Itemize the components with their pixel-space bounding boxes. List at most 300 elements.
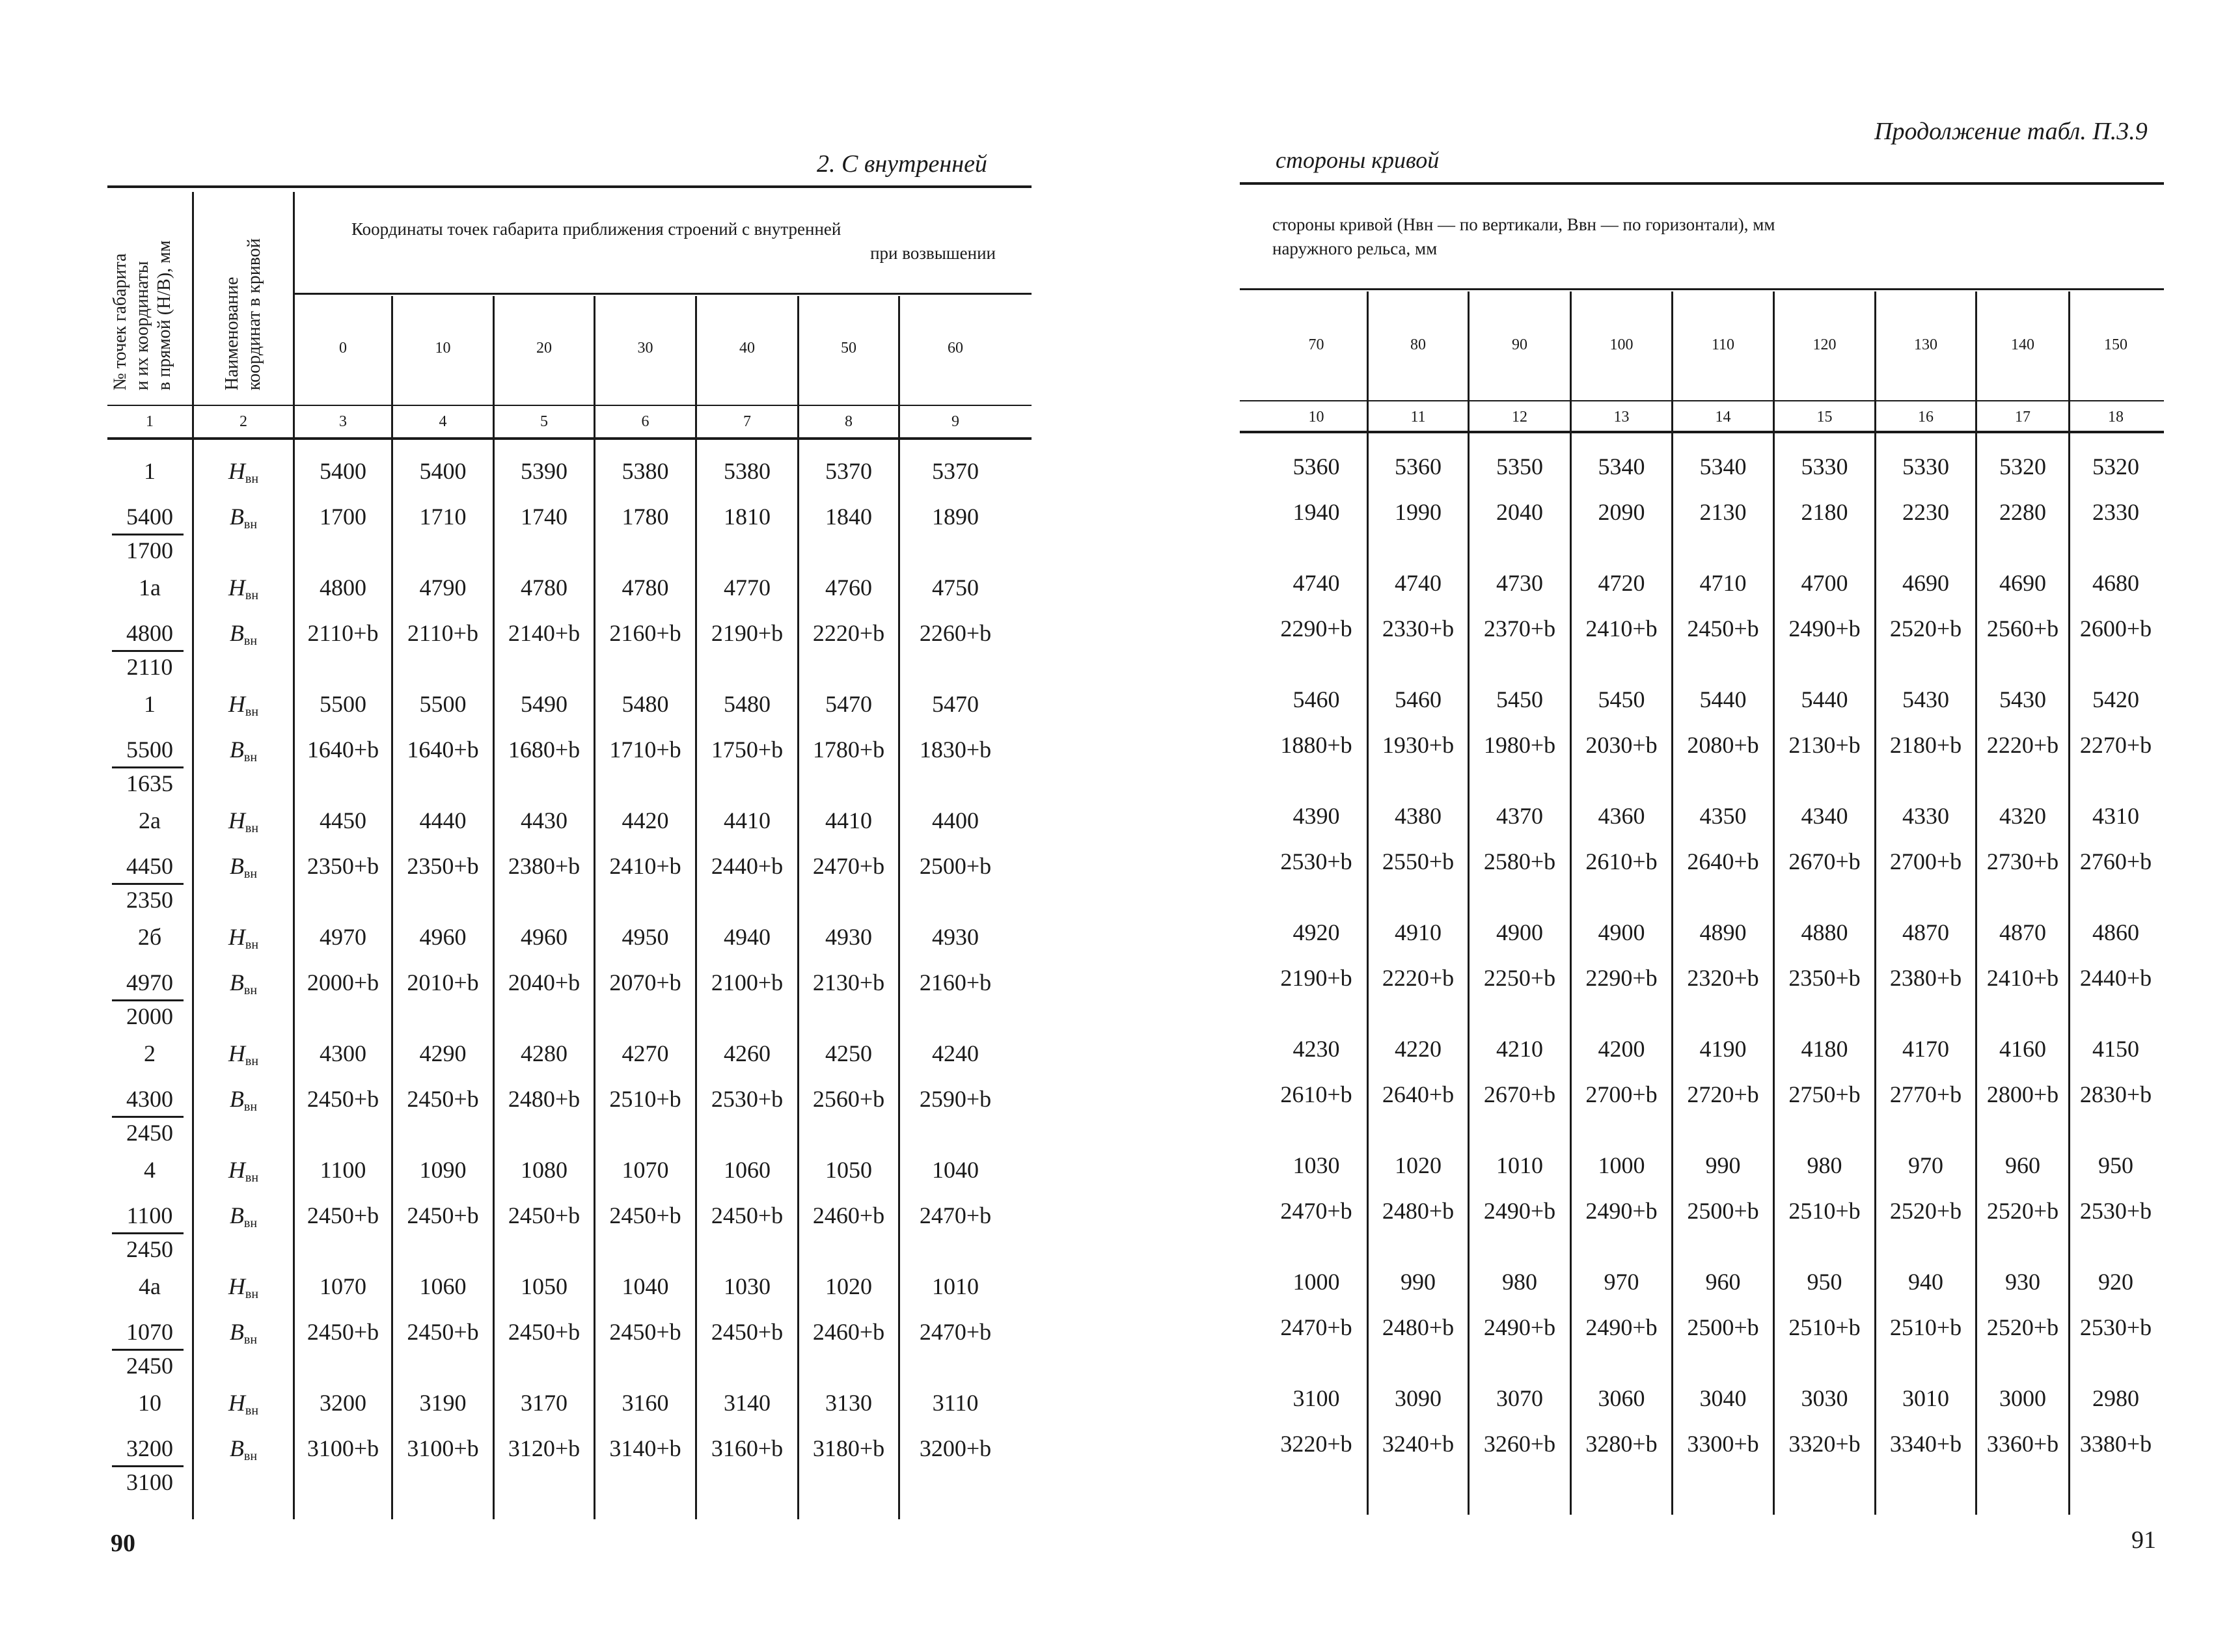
point-fraction-denominator: 2350: [126, 887, 173, 913]
left-elevation: 40: [739, 340, 755, 357]
coord-subscript: вн: [245, 938, 259, 952]
value-cell-h: 1060: [419, 1273, 467, 1299]
coord-letter: H: [228, 1273, 245, 1299]
point-fraction-denominator: 1700: [126, 537, 173, 563]
value-cell-b: 2320+b: [1687, 965, 1759, 991]
value-cell-h: 4760: [825, 575, 872, 601]
coord-subscript: вн: [245, 1403, 259, 1418]
value-cell-h: 4390: [1292, 803, 1340, 829]
value-cell-b: 2490+b: [1585, 1198, 1658, 1224]
left-head-bottom-rule: [107, 437, 1032, 440]
coord-subscript: вн: [243, 1333, 258, 1347]
value-cell-b: 2770+b: [1889, 1081, 1962, 1107]
coord-name-label: [194, 457, 293, 493]
value-cell-b: 2560+b: [812, 1086, 885, 1112]
value-cell-b: 2350+b: [1788, 965, 1861, 991]
right-head-line1: стороны кривой (Hвн — по вертикали, Bвн — по горизонтали), мм: [1272, 215, 1775, 234]
value-cell-b: 2180+b: [1889, 732, 1962, 758]
value-cell-b: 3240+b: [1382, 1431, 1455, 1457]
value-cell-b: 2450+b: [508, 1202, 581, 1228]
value-cell-h: 2980: [2092, 1385, 2139, 1411]
value-cell-b: 2250+b: [1483, 965, 1556, 991]
value-cell-h: 4780: [622, 575, 669, 601]
value-cell-h: 5500: [320, 691, 366, 717]
value-cell-h: 4410: [825, 807, 872, 833]
value-cell-b: 2450+b: [1687, 616, 1759, 642]
value-cell-b: 2450+b: [609, 1202, 681, 1228]
value-cell-h: 4680: [2092, 570, 2139, 596]
value-cell-h: 4300: [320, 1040, 366, 1066]
value-cell-b: 2030+b: [1585, 732, 1658, 758]
coord-subscript: вн: [243, 983, 258, 997]
value-cell-b: 2110+b: [407, 620, 478, 646]
right-colnum: 10: [1308, 409, 1324, 426]
fraction-bar: [112, 999, 184, 1001]
value-cell-b: 2530+b: [2079, 1198, 2152, 1224]
value-cell-b: 2220+b: [1382, 965, 1455, 991]
value-cell-h: 5370: [932, 458, 979, 484]
left-colnum: 6: [641, 413, 650, 430]
head-col2-line: координат в кривой: [244, 238, 264, 390]
value-cell-h: 3190: [419, 1390, 467, 1416]
value-cell-b: 1830+b: [919, 737, 992, 763]
coord-subscript: вн: [245, 1171, 259, 1185]
value-cell-h: 5480: [724, 691, 771, 717]
value-cell-b: 2350+b: [307, 853, 379, 879]
value-cell-h: 950: [1807, 1269, 1842, 1295]
value-cell-b: 2230: [1902, 499, 1949, 525]
value-cell-b: 2610+b: [1585, 848, 1658, 874]
coord-subscript: вн: [245, 472, 259, 486]
value-cell-h: 980: [1502, 1269, 1537, 1295]
fraction-bar: [112, 1116, 184, 1118]
left-colnum: 9: [951, 413, 959, 430]
point-fraction-numerator: 4450: [126, 853, 173, 879]
value-cell-h: 3000: [1999, 1385, 2046, 1411]
value-cell-h: 5330: [1801, 454, 1848, 480]
value-cell-b: 2280: [1999, 499, 2046, 525]
value-cell-h: 4940: [724, 924, 771, 950]
value-cell-b: 3380+b: [2079, 1431, 2152, 1457]
value-cell-h: 4370: [1496, 803, 1543, 829]
point-label: 1: [144, 691, 156, 717]
left-colnum: 4: [439, 413, 447, 430]
coord-letter: H: [228, 458, 245, 484]
value-cell-h: 4150: [2092, 1036, 2139, 1062]
coord-name-label: [194, 1039, 293, 1076]
right-colnum: 15: [1816, 409, 1833, 426]
value-cell-h: 3160: [622, 1390, 669, 1416]
coord-name-label: [194, 1272, 293, 1308]
value-cell-b: 2330: [2092, 499, 2139, 525]
value-cell-b: 2480+b: [508, 1086, 581, 1112]
left-elevation: 30: [637, 340, 653, 357]
value-cell-h: 4420: [622, 807, 669, 833]
value-cell-h: 1050: [825, 1157, 872, 1183]
value-cell-h: 5380: [724, 458, 771, 484]
point-fraction-denominator: 1635: [126, 770, 173, 796]
value-cell-h: 3140: [724, 1390, 771, 1416]
value-cell-h: 4190: [1699, 1036, 1747, 1062]
value-cell-b: 2180: [1801, 499, 1848, 525]
right-elevation: 70: [1308, 336, 1324, 353]
point-fraction-denominator: 2450: [126, 1120, 173, 1146]
value-cell-h: 5460: [1395, 686, 1442, 712]
coord-letter: H: [228, 1040, 245, 1066]
value-cell-b: 3100+b: [407, 1435, 479, 1461]
value-cell-h: 4410: [724, 807, 771, 833]
value-cell-b: 2510+b: [1788, 1314, 1861, 1340]
value-cell-h: 960: [1705, 1269, 1741, 1295]
value-cell-b: 1700: [320, 504, 366, 530]
value-cell-b: 2450+b: [508, 1319, 581, 1345]
right-page-number: 91: [2131, 1526, 2156, 1554]
head-col2-line: Наименование: [222, 277, 242, 390]
left-span-rule: [293, 293, 1032, 295]
value-cell-b: 2490+b: [1585, 1314, 1658, 1340]
value-cell-b: 2220+b: [1986, 732, 2059, 758]
value-cell-b: 3360+b: [1986, 1431, 2059, 1457]
value-cell-h: 4930: [932, 924, 979, 950]
value-cell-h: 5360: [1395, 454, 1442, 480]
value-cell-h: 4750: [932, 575, 979, 601]
value-cell-b: 2070+b: [609, 969, 681, 995]
value-cell-b: 2370+b: [1483, 616, 1556, 642]
left-elevation: 20: [536, 340, 552, 357]
right-colnum: 18: [2108, 409, 2124, 426]
coord-subscript: вн: [243, 517, 258, 532]
value-cell-h: 5450: [1496, 686, 1543, 712]
value-cell-b: 2490+b: [1483, 1314, 1556, 1340]
right-elevation: 120: [1812, 336, 1837, 353]
value-cell-h: 5350: [1496, 454, 1543, 480]
coord-letter: B: [229, 1435, 244, 1461]
value-cell-b: 2450+b: [609, 1319, 681, 1345]
value-cell-h: 5460: [1292, 686, 1340, 712]
value-cell-h: 920: [2098, 1269, 2133, 1295]
value-cell-h: 3010: [1902, 1385, 1949, 1411]
value-cell-h: 3040: [1699, 1385, 1747, 1411]
value-cell-b: 1930+b: [1382, 732, 1455, 758]
value-cell-b: 1810: [724, 504, 771, 530]
value-cell-b: 2500+b: [1687, 1314, 1759, 1340]
fraction-bar: [112, 1465, 184, 1467]
right-colnum: 11: [1410, 409, 1426, 426]
value-cell-h: 4900: [1496, 919, 1543, 945]
fraction-bar: [112, 1349, 184, 1351]
value-cell-b: 1680+b: [508, 737, 581, 763]
value-cell-b: 1890: [932, 504, 979, 530]
coord-letter: B: [229, 504, 244, 530]
value-cell-b: 2160+b: [609, 620, 681, 646]
value-cell-h: 4950: [622, 924, 669, 950]
point-fraction-numerator: 5500: [126, 737, 173, 763]
value-cell-b: 2110+b: [307, 620, 379, 646]
left-head-span-line1: Координаты точек габарита приближения строений с внутренней: [351, 219, 841, 239]
point-label: 1: [144, 458, 156, 484]
value-cell-h: 5480: [622, 691, 669, 717]
value-cell-b: 2220+b: [812, 620, 885, 646]
value-cell-b: 2720+b: [1687, 1081, 1759, 1107]
value-cell-h: 5360: [1292, 454, 1340, 480]
value-cell-h: 3110: [932, 1390, 979, 1416]
value-cell-h: 1040: [932, 1157, 979, 1183]
value-cell-b: 2590+b: [919, 1086, 992, 1112]
value-cell-h: 5500: [419, 691, 467, 717]
value-cell-h: 4800: [320, 575, 366, 601]
value-cell-b: 3180+b: [812, 1435, 885, 1461]
value-cell-b: 2350+b: [407, 853, 479, 879]
value-cell-b: 2480+b: [1382, 1314, 1455, 1340]
coord-subscript: вн: [245, 588, 259, 603]
value-cell-b: 1780+b: [812, 737, 885, 763]
value-cell-h: 3060: [1598, 1385, 1645, 1411]
coord-name-label: [194, 502, 293, 539]
right-span-rule: [1240, 288, 2164, 290]
value-cell-b: 2470+b: [919, 1319, 992, 1345]
coord-name-label: [194, 1388, 293, 1425]
right-head-bottom-rule: [1240, 431, 2164, 433]
point-fraction-denominator: 2000: [126, 1003, 173, 1029]
point-label: 1а: [139, 575, 161, 601]
value-cell-b: 2290+b: [1585, 965, 1658, 991]
fraction-bar: [112, 1232, 184, 1234]
value-cell-h: 5400: [419, 458, 467, 484]
value-cell-h: 5320: [1999, 454, 2046, 480]
value-cell-h: 4310: [2092, 803, 2139, 829]
value-cell-h: 4160: [1999, 1036, 2046, 1062]
value-cell-h: 1070: [622, 1157, 669, 1183]
value-cell-h: 4290: [419, 1040, 467, 1066]
right-elevation: 90: [1512, 336, 1527, 353]
value-cell-b: 1880+b: [1280, 732, 1352, 758]
value-cell-h: 4270: [622, 1040, 669, 1066]
value-cell-b: 2470+b: [812, 853, 885, 879]
value-cell-h: 4880: [1801, 919, 1848, 945]
value-cell-b: 3340+b: [1889, 1431, 1962, 1457]
value-cell-h: 3170: [521, 1390, 568, 1416]
left-head-col2: [221, 189, 266, 390]
value-cell-h: 3100: [1292, 1385, 1340, 1411]
coord-name-label: [194, 923, 293, 959]
value-cell-b: 1940: [1292, 499, 1340, 525]
value-cell-h: 4430: [521, 807, 568, 833]
point-fraction-numerator: 4300: [126, 1086, 173, 1112]
value-cell-h: 4890: [1699, 919, 1747, 945]
right-caption: стороны кривой: [1276, 147, 1440, 173]
left-page-number: 90: [111, 1530, 135, 1557]
value-cell-h: 4200: [1598, 1036, 1645, 1062]
value-cell-h: 5430: [1902, 686, 1949, 712]
value-cell-b: 2730+b: [1986, 848, 2059, 874]
coord-name-label: [194, 735, 293, 772]
value-cell-b: 2450+b: [407, 1319, 479, 1345]
value-cell-b: 3160+b: [711, 1435, 784, 1461]
value-cell-b: 2450+b: [307, 1319, 379, 1345]
value-cell-h: 5340: [1598, 454, 1645, 480]
value-cell-h: 1000: [1598, 1152, 1645, 1178]
coord-letter: B: [229, 1319, 244, 1345]
value-cell-h: 5380: [622, 458, 669, 484]
value-cell-h: 1020: [1395, 1152, 1442, 1178]
value-cell-h: 5420: [2092, 686, 2139, 712]
value-cell-h: 4960: [521, 924, 568, 950]
value-cell-b: 2490+b: [1788, 616, 1861, 642]
fraction-bar: [112, 883, 184, 885]
value-cell-h: 4440: [419, 807, 467, 833]
coord-letter: H: [228, 691, 245, 717]
left-head-col1: [109, 189, 176, 390]
value-cell-b: 2700+b: [1585, 1081, 1658, 1107]
value-cell-b: 2610+b: [1280, 1081, 1352, 1107]
value-cell-b: 2380+b: [1889, 965, 1962, 991]
value-cell-b: 2490+b: [1483, 1198, 1556, 1224]
coord-letter: H: [228, 924, 245, 950]
point-fraction-numerator: 5400: [126, 504, 173, 530]
value-cell-b: 1750+b: [711, 737, 784, 763]
right-colnum: 14: [1715, 409, 1731, 426]
value-cell-b: 2450+b: [307, 1202, 379, 1228]
value-cell-b: 2040+b: [508, 969, 581, 995]
right-colnum: 13: [1613, 409, 1630, 426]
coord-name-label: [194, 1318, 293, 1354]
coord-name-label: [194, 690, 293, 726]
value-cell-h: 1030: [724, 1273, 771, 1299]
value-cell-h: 4730: [1496, 570, 1543, 596]
point-label: 4а: [139, 1273, 161, 1299]
value-cell-b: 2130+b: [1788, 732, 1861, 758]
value-cell-b: 2600+b: [2079, 616, 2152, 642]
value-cell-b: 3100+b: [307, 1435, 379, 1461]
value-cell-b: 2260+b: [919, 620, 992, 646]
value-cell-h: 4690: [1999, 570, 2046, 596]
value-cell-b: 1710: [419, 504, 467, 530]
left-colnum: 1: [146, 413, 154, 430]
coord-name-label: [194, 573, 293, 610]
coord-letter: B: [229, 1202, 244, 1228]
value-cell-b: 2130: [1699, 499, 1747, 525]
value-cell-b: 2510+b: [609, 1086, 681, 1112]
value-cell-b: 1840: [825, 504, 872, 530]
right-colnum: 17: [2015, 409, 2031, 426]
left-colnum: 5: [540, 413, 548, 430]
right-colnum-top-rule: [1240, 400, 2164, 401]
value-cell-b: 2090: [1598, 499, 1645, 525]
head-col1-line: и их координаты: [132, 261, 152, 390]
fraction-bar: [112, 766, 184, 768]
value-cell-b: 2440+b: [711, 853, 784, 879]
right-elevation: 130: [1914, 336, 1937, 353]
point-fraction-numerator: 1070: [126, 1319, 173, 1345]
value-cell-b: 2450+b: [711, 1202, 784, 1228]
value-cell-h: 5450: [1598, 686, 1645, 712]
value-cell-h: 1080: [521, 1157, 568, 1183]
value-cell-b: 2410+b: [1585, 616, 1658, 642]
value-cell-h: 4910: [1395, 919, 1442, 945]
value-cell-h: 3090: [1395, 1385, 1442, 1411]
value-cell-h: 4400: [932, 807, 979, 833]
value-cell-h: 980: [1807, 1152, 1842, 1178]
left-colnum: 2: [239, 413, 247, 430]
value-cell-h: 4250: [825, 1040, 872, 1066]
value-cell-b: 2450+b: [407, 1086, 479, 1112]
value-cell-b: 3300+b: [1687, 1431, 1759, 1457]
value-cell-h: 4710: [1699, 570, 1747, 596]
value-cell-h: 1060: [724, 1157, 771, 1183]
value-cell-h: 4320: [1999, 803, 2046, 829]
value-cell-h: 4170: [1902, 1036, 1949, 1062]
value-cell-b: 2670+b: [1483, 1081, 1556, 1107]
value-cell-b: 2470+b: [1280, 1314, 1352, 1340]
value-cell-h: 4970: [320, 924, 366, 950]
value-cell-h: 4340: [1801, 803, 1848, 829]
coord-name-label: [194, 852, 293, 888]
coord-subscript: вн: [243, 1449, 258, 1463]
coord-subscript: вн: [245, 1287, 259, 1301]
point-fraction-denominator: 3100: [126, 1469, 173, 1495]
value-cell-h: 4210: [1496, 1036, 1543, 1062]
value-cell-h: 4870: [1902, 919, 1949, 945]
coord-name-label: [194, 1156, 293, 1192]
value-cell-h: 4240: [932, 1040, 979, 1066]
value-cell-b: 2040: [1496, 499, 1543, 525]
value-cell-h: 1010: [1496, 1152, 1543, 1178]
value-cell-h: 5490: [521, 691, 568, 717]
value-cell-b: 2330+b: [1382, 616, 1455, 642]
head-col1-line: № точек габарита: [110, 253, 130, 390]
right-colnum: 12: [1512, 409, 1527, 426]
value-cell-h: 4860: [2092, 919, 2139, 945]
point-fraction-numerator: 1100: [126, 1202, 173, 1228]
left-colnum-top-rule: [107, 405, 1032, 406]
point-fraction-denominator: 2450: [126, 1353, 173, 1379]
coord-subscript: вн: [245, 821, 259, 835]
value-cell-h: 940: [1908, 1269, 1943, 1295]
value-cell-b: 2470+b: [919, 1202, 992, 1228]
value-cell-h: 960: [2005, 1152, 2040, 1178]
left-caption: 2. С внутренней: [817, 150, 987, 178]
value-cell-h: 4450: [320, 807, 366, 833]
value-cell-b: 2460+b: [812, 1319, 885, 1345]
value-cell-b: 2530+b: [2079, 1314, 2152, 1340]
value-cell-b: 1780: [622, 504, 669, 530]
value-cell-b: 2440+b: [2079, 965, 2152, 991]
coord-subscript: вн: [245, 705, 259, 719]
value-cell-b: 2510+b: [1788, 1198, 1861, 1224]
value-cell-h: 1040: [622, 1273, 669, 1299]
value-cell-b: 1640+b: [307, 737, 379, 763]
value-cell-b: 1980+b: [1483, 732, 1556, 758]
value-cell-h: 4720: [1598, 570, 1645, 596]
value-cell-h: 4330: [1902, 803, 1949, 829]
point-label: 2а: [139, 807, 161, 833]
left-elevation: 10: [435, 340, 451, 357]
right-elevation: 100: [1609, 336, 1634, 353]
value-cell-h: 4960: [419, 924, 467, 950]
value-cell-h: 5440: [1801, 686, 1848, 712]
value-cell-h: 5340: [1699, 454, 1747, 480]
fraction-bar: [112, 650, 184, 652]
value-cell-b: 3260+b: [1483, 1431, 1556, 1457]
value-cell-h: 4780: [521, 575, 568, 601]
left-elevation: 0: [339, 340, 347, 357]
value-cell-h: 4690: [1902, 570, 1949, 596]
value-cell-b: 1640+b: [407, 737, 479, 763]
head-col1-line: в прямой (H/B), мм: [154, 240, 174, 390]
value-cell-h: 5390: [521, 458, 568, 484]
point-label: 2б: [137, 924, 162, 950]
value-cell-h: 5370: [825, 458, 872, 484]
